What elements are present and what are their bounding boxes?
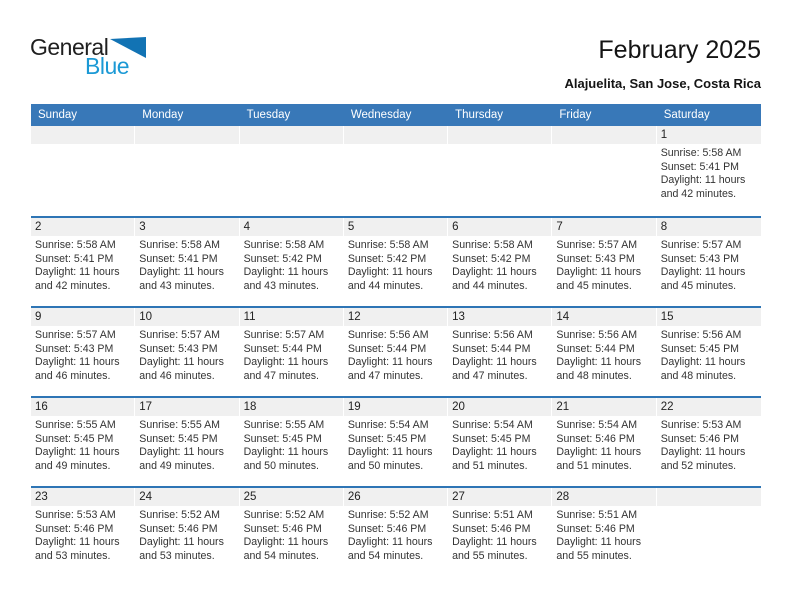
day-cell-empty [135, 126, 239, 216]
day-detail-line: and 43 minutes. [243, 279, 319, 292]
day-detail-line: Sunset: 5:43 PM [139, 342, 218, 355]
day-cell-9 [31, 308, 135, 396]
day-detail-line: Sunset: 5:46 PM [139, 522, 218, 535]
day-cell-28 [552, 488, 656, 576]
day-details [552, 236, 656, 293]
day-detail-line: and 45 minutes. [660, 279, 737, 292]
day-details [135, 506, 239, 563]
day-detail-line: Daylight: 11 hours [347, 356, 433, 368]
day-detail-line: Daylight: 11 hours [452, 266, 537, 278]
day-cell-22 [657, 398, 761, 486]
day-cell-empty [240, 126, 344, 216]
day-cell-4 [240, 218, 344, 306]
day-detail-line: Daylight: 11 hours [556, 446, 642, 458]
day-detail-line: Sunrise: 5:57 AM [35, 329, 116, 341]
day-detail-line: Daylight: 11 hours [556, 266, 642, 278]
calendar-grid [31, 126, 761, 576]
day-detail-line: and 54 minutes. [347, 549, 424, 562]
day-number: 15 [657, 308, 761, 326]
day-detail-line: Daylight: 11 hours [139, 446, 224, 458]
day-detail-line: Sunrise: 5:58 AM [243, 239, 325, 251]
day-detail-line: and 53 minutes. [35, 549, 111, 562]
day-detail-line: Daylight: 11 hours [452, 446, 537, 458]
day-detail-line: Sunrise: 5:51 AM [556, 509, 638, 521]
day-number: 24 [135, 488, 239, 506]
day-detail-line: Sunset: 5:46 PM [660, 432, 740, 445]
day-cell-1 [657, 126, 761, 216]
day-cell-6 [448, 218, 552, 306]
day-detail-line: Sunrise: 5:54 AM [347, 419, 429, 431]
day-detail-line: and 46 minutes. [35, 369, 111, 382]
day-detail-line: Sunset: 5:46 PM [556, 522, 635, 535]
week-row-4 [31, 396, 761, 486]
day-detail-line: and 50 minutes. [243, 459, 319, 472]
day-detail-line: Sunset: 5:42 PM [452, 252, 531, 265]
day-number: 25 [240, 488, 344, 506]
day-detail-line: Sunset: 5:45 PM [660, 342, 740, 355]
day-details [448, 326, 552, 383]
day-detail-line: Sunrise: 5:53 AM [35, 509, 116, 521]
day-details [31, 506, 135, 563]
day-detail-line: and 52 minutes. [660, 459, 737, 472]
day-number: 23 [31, 488, 135, 506]
day-details [31, 326, 135, 383]
day-detail-line: Daylight: 11 hours [347, 446, 433, 458]
day-detail-line: Daylight: 11 hours [660, 266, 746, 278]
day-number: 19 [344, 398, 448, 416]
week-row-1 [31, 126, 761, 216]
day-number: 21 [552, 398, 656, 416]
day-detail-line: Sunrise: 5:57 AM [660, 239, 742, 251]
day-cell-2 [31, 218, 135, 306]
day-detail-line: Sunset: 5:42 PM [243, 252, 322, 265]
day-number: 13 [448, 308, 552, 326]
day-cell-19 [344, 398, 448, 486]
day-detail-line: and 47 minutes. [243, 369, 319, 382]
week-row-2 [31, 216, 761, 306]
day-number [135, 126, 239, 144]
day-details [344, 506, 448, 563]
day-detail-line: Sunrise: 5:51 AM [452, 509, 533, 521]
day-number: 12 [344, 308, 448, 326]
day-details [552, 144, 656, 147]
general-blue-logo [30, 36, 146, 78]
day-details [344, 416, 448, 473]
day-detail-line: Sunset: 5:41 PM [35, 252, 114, 265]
day-details [135, 236, 239, 293]
day-detail-line: Sunrise: 5:54 AM [452, 419, 533, 431]
day-detail-line: Sunset: 5:41 PM [139, 252, 218, 265]
day-detail-line: Sunset: 5:45 PM [452, 432, 531, 445]
day-cell-11 [240, 308, 344, 396]
day-detail-line: and 46 minutes. [139, 369, 215, 382]
day-detail-line: Sunrise: 5:55 AM [35, 419, 116, 431]
day-cell-15 [657, 308, 761, 396]
day-detail-line: Sunrise: 5:56 AM [452, 329, 533, 341]
day-detail-line: and 43 minutes. [139, 279, 215, 292]
day-cell-27 [448, 488, 552, 576]
day-cell-empty [657, 488, 761, 576]
day-detail-line: and 42 minutes. [660, 187, 737, 200]
day-detail-line: Sunrise: 5:56 AM [347, 329, 429, 341]
day-details [240, 236, 344, 293]
day-details [240, 506, 344, 563]
day-details [344, 144, 448, 147]
day-detail-line: Sunset: 5:44 PM [243, 342, 322, 355]
week-row-3 [31, 306, 761, 396]
day-detail-line: Sunset: 5:45 PM [35, 432, 114, 445]
day-cell-5 [344, 218, 448, 306]
page-subtitle: Alajuelita, San Jose, Costa Rica [564, 76, 761, 91]
day-detail-line: and 55 minutes. [452, 549, 528, 562]
day-cell-17 [135, 398, 239, 486]
day-detail-line: Sunrise: 5:52 AM [347, 509, 429, 521]
day-detail-line: Daylight: 11 hours [660, 356, 746, 368]
day-detail-line: Sunset: 5:43 PM [556, 252, 635, 265]
day-detail-line: Sunrise: 5:58 AM [35, 239, 116, 251]
day-detail-line: Daylight: 11 hours [35, 536, 120, 548]
day-details [31, 416, 135, 473]
day-number: 8 [657, 218, 761, 236]
day-details [657, 144, 761, 201]
day-detail-line: Sunset: 5:46 PM [243, 522, 322, 535]
day-number [552, 126, 656, 144]
day-detail-line: Daylight: 11 hours [347, 536, 433, 548]
day-detail-line: and 51 minutes. [452, 459, 528, 472]
day-detail-line: Daylight: 11 hours [660, 174, 746, 186]
day-detail-line: Sunset: 5:45 PM [139, 432, 218, 445]
day-detail-line: Daylight: 11 hours [139, 536, 224, 548]
logo-text-general: General [30, 34, 109, 60]
day-cell-23 [31, 488, 135, 576]
day-detail-line: Sunrise: 5:52 AM [139, 509, 220, 521]
day-details [31, 144, 135, 147]
day-detail-line: and 47 minutes. [347, 369, 424, 382]
day-number: 1 [657, 126, 761, 144]
day-number: 6 [448, 218, 552, 236]
day-detail-line: Sunset: 5:44 PM [347, 342, 427, 355]
day-number: 4 [240, 218, 344, 236]
day-number: 10 [135, 308, 239, 326]
day-number [31, 126, 135, 144]
day-detail-line: Sunrise: 5:56 AM [660, 329, 742, 341]
day-number: 2 [31, 218, 135, 236]
calendar [31, 104, 761, 576]
day-detail-line: Sunrise: 5:57 AM [556, 239, 638, 251]
day-detail-line: Daylight: 11 hours [139, 266, 224, 278]
day-number: 17 [135, 398, 239, 416]
day-details [448, 144, 552, 147]
day-detail-line: and 49 minutes. [139, 459, 215, 472]
day-number: 5 [344, 218, 448, 236]
weekday-header-wednesday: Wednesday [350, 109, 412, 121]
day-detail-line: and 44 minutes. [452, 279, 528, 292]
day-details [31, 236, 135, 293]
day-details [448, 236, 552, 293]
day-detail-line: Sunset: 5:46 PM [35, 522, 114, 535]
day-cell-24 [135, 488, 239, 576]
day-detail-line: Sunset: 5:43 PM [35, 342, 114, 355]
day-details [552, 416, 656, 473]
day-detail-line: Daylight: 11 hours [139, 356, 224, 368]
day-cell-3 [135, 218, 239, 306]
day-cell-empty [552, 126, 656, 216]
day-detail-line: and 48 minutes. [660, 369, 737, 382]
day-detail-line: and 54 minutes. [243, 549, 319, 562]
week-row-5 [31, 486, 761, 576]
day-cell-14 [552, 308, 656, 396]
day-details [135, 326, 239, 383]
day-cell-18 [240, 398, 344, 486]
day-detail-line: Sunset: 5:41 PM [660, 160, 740, 173]
weekday-header-monday: Monday [142, 109, 184, 121]
day-details [240, 416, 344, 473]
day-number: 20 [448, 398, 552, 416]
day-detail-line: Daylight: 11 hours [556, 536, 642, 548]
day-number: 28 [552, 488, 656, 506]
day-detail-line: Sunrise: 5:56 AM [556, 329, 638, 341]
day-cell-26 [344, 488, 448, 576]
day-details [657, 416, 761, 473]
day-details [657, 506, 761, 509]
weekday-header-row [31, 104, 761, 126]
day-cell-empty [31, 126, 135, 216]
day-detail-line: Sunset: 5:45 PM [243, 432, 322, 445]
day-detail-line: Sunset: 5:46 PM [556, 432, 635, 445]
day-detail-line: Sunrise: 5:57 AM [139, 329, 220, 341]
day-detail-line: Sunrise: 5:54 AM [556, 419, 638, 431]
title-block [564, 36, 761, 91]
day-detail-line: Daylight: 11 hours [243, 266, 329, 278]
logo-text-blue: Blue [85, 53, 130, 79]
day-detail-line: Sunset: 5:42 PM [347, 252, 427, 265]
day-detail-line: Daylight: 11 hours [243, 446, 329, 458]
weekday-header-friday: Friday [559, 109, 592, 121]
day-details [552, 506, 656, 563]
weekday-header-tuesday: Tuesday [246, 109, 291, 121]
day-detail-line: and 49 minutes. [35, 459, 111, 472]
day-detail-line: Sunrise: 5:58 AM [347, 239, 429, 251]
day-number: 9 [31, 308, 135, 326]
day-detail-line: Sunrise: 5:55 AM [139, 419, 220, 431]
day-details [552, 326, 656, 383]
day-cell-25 [240, 488, 344, 576]
page-title: February 2025 [598, 36, 761, 64]
day-details [657, 326, 761, 383]
day-number: 22 [657, 398, 761, 416]
day-number [240, 126, 344, 144]
day-cell-10 [135, 308, 239, 396]
day-detail-line: and 55 minutes. [556, 549, 632, 562]
day-number: 26 [344, 488, 448, 506]
day-cell-empty [344, 126, 448, 216]
day-detail-line: and 48 minutes. [556, 369, 632, 382]
day-detail-line: Sunrise: 5:58 AM [452, 239, 533, 251]
day-number [344, 126, 448, 144]
day-detail-line: Sunrise: 5:52 AM [243, 509, 325, 521]
day-cell-12 [344, 308, 448, 396]
day-detail-line: Daylight: 11 hours [660, 446, 746, 458]
day-details [344, 236, 448, 293]
day-detail-line: Daylight: 11 hours [556, 356, 642, 368]
day-details [240, 326, 344, 383]
day-detail-line: and 42 minutes. [35, 279, 111, 292]
day-detail-line: Sunrise: 5:53 AM [660, 419, 742, 431]
day-details [135, 144, 239, 147]
day-detail-line: Sunset: 5:43 PM [660, 252, 740, 265]
day-cell-13 [448, 308, 552, 396]
day-detail-line: and 51 minutes. [556, 459, 632, 472]
day-cell-20 [448, 398, 552, 486]
day-number [657, 488, 761, 506]
day-detail-line: Sunrise: 5:58 AM [139, 239, 220, 251]
day-detail-line: Daylight: 11 hours [452, 356, 537, 368]
day-detail-line: Daylight: 11 hours [243, 356, 329, 368]
day-detail-line: Sunrise: 5:58 AM [660, 147, 742, 159]
day-cell-16 [31, 398, 135, 486]
day-detail-line: Daylight: 11 hours [243, 536, 329, 548]
day-detail-line: Sunset: 5:45 PM [347, 432, 427, 445]
day-detail-line: Sunrise: 5:55 AM [243, 419, 325, 431]
day-number: 27 [448, 488, 552, 506]
day-detail-line: Sunset: 5:46 PM [347, 522, 427, 535]
day-number: 18 [240, 398, 344, 416]
day-detail-line: Daylight: 11 hours [452, 536, 537, 548]
day-detail-line: and 47 minutes. [452, 369, 528, 382]
day-details [448, 506, 552, 563]
day-details [344, 326, 448, 383]
day-detail-line: and 50 minutes. [347, 459, 424, 472]
day-detail-line: Daylight: 11 hours [35, 446, 120, 458]
day-number: 16 [31, 398, 135, 416]
day-number: 7 [552, 218, 656, 236]
day-cell-21 [552, 398, 656, 486]
day-number: 14 [552, 308, 656, 326]
day-detail-line: Sunset: 5:46 PM [452, 522, 531, 535]
day-detail-line: and 45 minutes. [556, 279, 632, 292]
day-number: 11 [240, 308, 344, 326]
day-cell-7 [552, 218, 656, 306]
day-cell-8 [657, 218, 761, 306]
day-detail-line: Sunrise: 5:57 AM [243, 329, 325, 341]
weekday-header-saturday: Saturday [663, 109, 710, 121]
day-number [448, 126, 552, 144]
day-details [135, 416, 239, 473]
day-details [657, 236, 761, 293]
day-number: 3 [135, 218, 239, 236]
day-detail-line: and 44 minutes. [347, 279, 424, 292]
day-detail-line: Sunset: 5:44 PM [556, 342, 635, 355]
weekday-header-thursday: Thursday [455, 109, 504, 121]
day-detail-line: and 53 minutes. [139, 549, 215, 562]
weekday-header-sunday: Sunday [38, 109, 78, 121]
day-details [448, 416, 552, 473]
day-detail-line: Daylight: 11 hours [35, 356, 120, 368]
day-details [240, 144, 344, 147]
day-detail-line: Sunset: 5:44 PM [452, 342, 531, 355]
day-detail-line: Daylight: 11 hours [347, 266, 433, 278]
day-detail-line: Daylight: 11 hours [35, 266, 120, 278]
day-cell-empty [448, 126, 552, 216]
